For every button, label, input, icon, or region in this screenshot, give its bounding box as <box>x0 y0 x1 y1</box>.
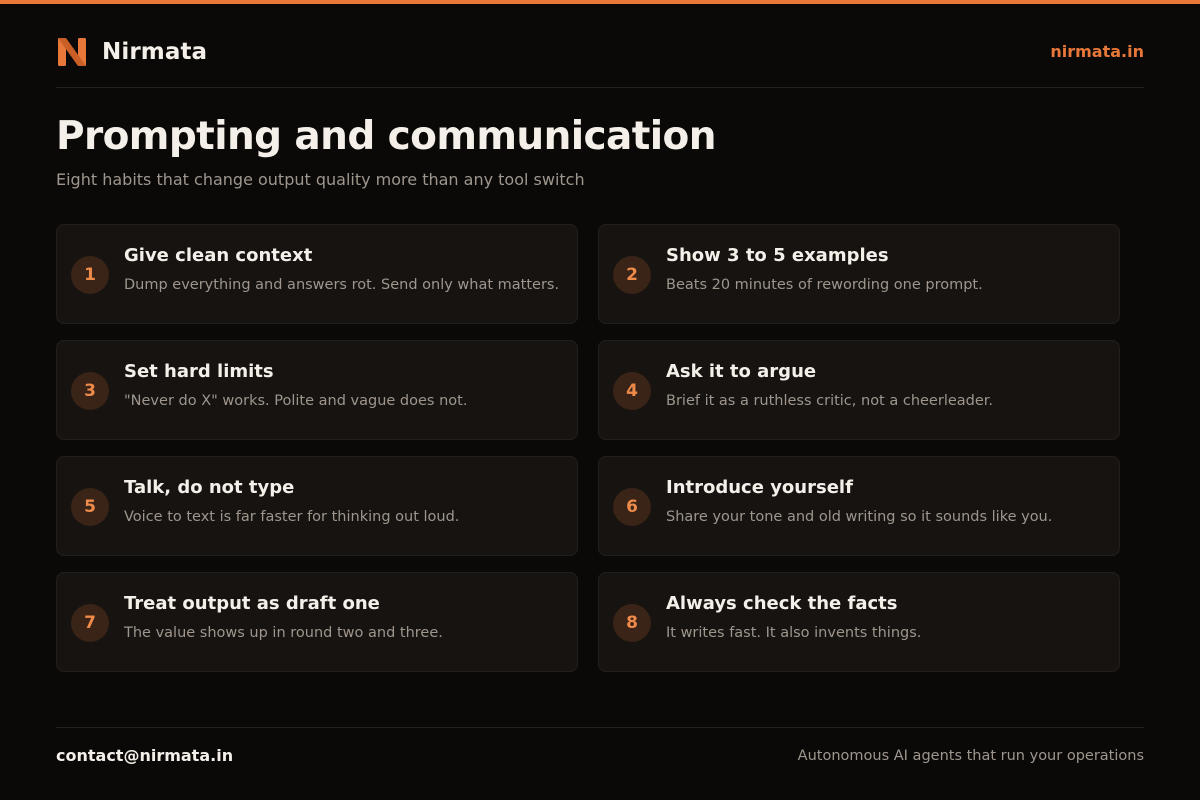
habit-description: "Never do X" works. Polite and vague does not. <box>124 393 468 409</box>
brand[interactable] <box>56 34 207 70</box>
nirmata-n-logo-icon <box>56 36 88 68</box>
habit-card-8 <box>598 572 1120 672</box>
habit-number-badge: 4 <box>613 372 651 410</box>
page-subtitle: Eight habits that change output quality more than any tool switch <box>56 170 585 189</box>
habit-card-1 <box>56 224 578 324</box>
contact-email-link[interactable]: contact@nirmata.in <box>56 746 234 765</box>
footer-tagline: Autonomous AI agents that run your operations <box>797 748 1144 764</box>
habit-number-badge: 3 <box>71 372 109 410</box>
habit-description: Beats 20 minutes of rewording one prompt. <box>666 277 983 293</box>
habit-number-badge: 2 <box>613 256 651 294</box>
page-title: Prompting and communication <box>56 114 716 159</box>
habit-card-4 <box>598 340 1120 440</box>
header-divider <box>56 87 1144 88</box>
habit-number-badge: 1 <box>71 256 109 294</box>
brand-name: Nirmata <box>102 39 208 65</box>
habit-number-badge: 7 <box>71 604 109 642</box>
header <box>56 34 1144 70</box>
site-link[interactable]: nirmata.in <box>1050 42 1144 61</box>
habit-description: The value shows up in round two and three. <box>124 625 443 641</box>
habit-card-6 <box>598 456 1120 556</box>
habit-description: Share your tone and old writing so it sounds like you. <box>666 509 1053 525</box>
habit-title: Show 3 to 5 examples <box>666 245 889 266</box>
habit-description: It writes fast. It also invents things. <box>666 625 922 641</box>
habit-number-badge: 5 <box>71 488 109 526</box>
habit-title: Give clean context <box>124 245 313 266</box>
habit-description: Dump everything and answers rot. Send only what matters. <box>124 277 560 293</box>
habit-card-7 <box>56 572 578 672</box>
habit-number-badge: 6 <box>613 488 651 526</box>
habit-title: Ask it to argue <box>666 361 817 382</box>
habit-title: Always check the facts <box>666 593 898 614</box>
habit-card-2 <box>598 224 1120 324</box>
habit-title: Set hard limits <box>124 361 274 382</box>
habit-title: Talk, do not type <box>124 477 295 498</box>
habit-description: Brief it as a ruthless critic, not a cheerleader. <box>666 393 994 409</box>
top-accent-bar <box>0 0 1200 4</box>
habit-title: Treat output as draft one <box>124 593 380 614</box>
habit-description: Voice to text is far faster for thinking out loud. <box>124 509 460 525</box>
habit-title: Introduce yourself <box>666 477 853 498</box>
habit-number-badge: 8 <box>613 604 651 642</box>
habit-card-5 <box>56 456 578 556</box>
habit-card-3 <box>56 340 578 440</box>
footer-divider <box>56 727 1144 728</box>
